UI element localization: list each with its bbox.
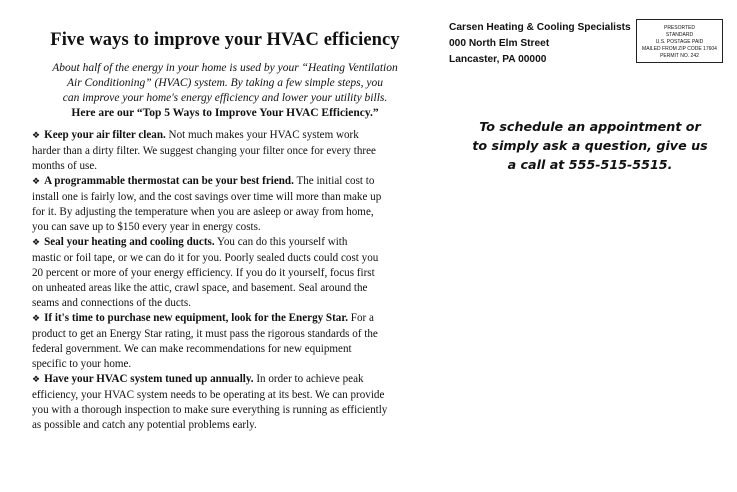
- tip-lead: Keep your air filter clean.: [44, 129, 166, 141]
- street-address: 000 North Elm Street: [449, 38, 550, 49]
- tip-lead: Have your HVAC system tuned up annually.: [44, 373, 254, 385]
- intro-line: can improve your home's energy efficiency and lower your utility bills.: [62, 92, 388, 104]
- page-title: Five ways to improve your HVAC efficiency: [50, 30, 400, 50]
- tip-text: harder than a dirty filter. We suggest changing your filter once for every three: [32, 145, 376, 157]
- tip-text: federal government. We can make recommendations for new equipment: [32, 343, 352, 355]
- tip-item: [32, 311, 418, 372]
- indicia-line: U.S. POSTAGE PAID: [655, 39, 704, 45]
- city-state-zip: Lancaster, PA 00000: [449, 54, 547, 65]
- tips-panel: [32, 30, 418, 433]
- tip-text: efficiency, your HVAC system needs to be operating at its best. We can provide: [32, 389, 385, 401]
- intro-highlight: Here are our “Top 5 Ways to Improve Your HVAC Efficiency.”: [71, 107, 379, 119]
- tip-text: product to get an Energy Star rating, it must pass the rigorous standards of the: [32, 328, 378, 340]
- tip-lead: If it's time to purchase new equipment, look for the Energy Star.: [44, 312, 349, 324]
- tip-text: as possible and catch any potential problems early.: [32, 419, 257, 431]
- tip-text: mastic or foil tape, or we can do it for you. Poorly sealed ducts could cost you: [32, 252, 379, 264]
- sender-address: [449, 20, 631, 68]
- indicia-line: MAILED FROM ZIP CODE 17604: [642, 46, 717, 52]
- diamond-bullet-icon: ❖: [32, 238, 41, 248]
- tip-text: you can save up to $150 every year in energy costs.: [32, 221, 261, 233]
- cta-line: To schedule an appointment or: [479, 119, 701, 134]
- intro-line: About half of the energy in your home is used by your “Heating Ventilation: [52, 62, 398, 74]
- diamond-bullet-icon: ❖: [32, 375, 41, 385]
- tip-text: install one is fairly low, and the cost savings over time will more than make up: [32, 191, 382, 203]
- tip-text: You can do this yourself with: [214, 236, 348, 248]
- indicia-line: PRESORTED: [663, 25, 696, 31]
- tip-text: for it. By adjusting the temperature when you are asleep or away from home,: [32, 206, 374, 218]
- tip-lead: Seal your heating and cooling ducts.: [44, 236, 215, 248]
- tip-lead: A programmable thermostat can be your best friend.: [44, 175, 294, 187]
- tip-item: [32, 235, 418, 311]
- company-name: Carsen Heating & Cooling Specialists: [449, 22, 631, 33]
- cta-line: to simply ask a question, give us: [472, 138, 708, 153]
- intro-line: Air Conditioning” (HVAC) system. By taking a few simple steps, you: [66, 77, 383, 89]
- intro-paragraph: [32, 61, 418, 106]
- postage-indicia: [636, 19, 723, 63]
- tip-text: 20 percent or more of your energy efficiency. If you do it yourself, focus first: [32, 267, 375, 279]
- diamond-bullet-icon: ❖: [32, 131, 41, 141]
- tip-item: [32, 128, 418, 174]
- tip-text: on unheated areas like the attic, crawl space, and basement. Seal around the: [32, 282, 368, 294]
- tip-text: specific to your home.: [32, 358, 132, 370]
- indicia-line: STANDARD: [665, 32, 694, 38]
- tip-text: seams and connections of the ducts.: [32, 297, 191, 309]
- tip-text: months of use.: [32, 160, 98, 172]
- tip-item: [32, 174, 418, 235]
- indicia-line: PERMIT NO. 242: [660, 53, 699, 59]
- tip-text: The initial cost to: [293, 175, 375, 187]
- tip-text: you with a thorough inspection to make sure everything is running as efficiently: [32, 404, 388, 416]
- diamond-bullet-icon: ❖: [32, 314, 41, 324]
- tips-list: [32, 128, 418, 433]
- tip-item: [32, 372, 418, 433]
- call-to-action: [470, 117, 710, 174]
- cta-line: a call at 555-515-5515.: [507, 157, 673, 172]
- tip-text: For a: [348, 312, 374, 324]
- tip-text: In order to achieve peak: [253, 373, 364, 385]
- tip-text: Not much makes your HVAC system work: [165, 129, 359, 141]
- diamond-bullet-icon: ❖: [32, 177, 41, 187]
